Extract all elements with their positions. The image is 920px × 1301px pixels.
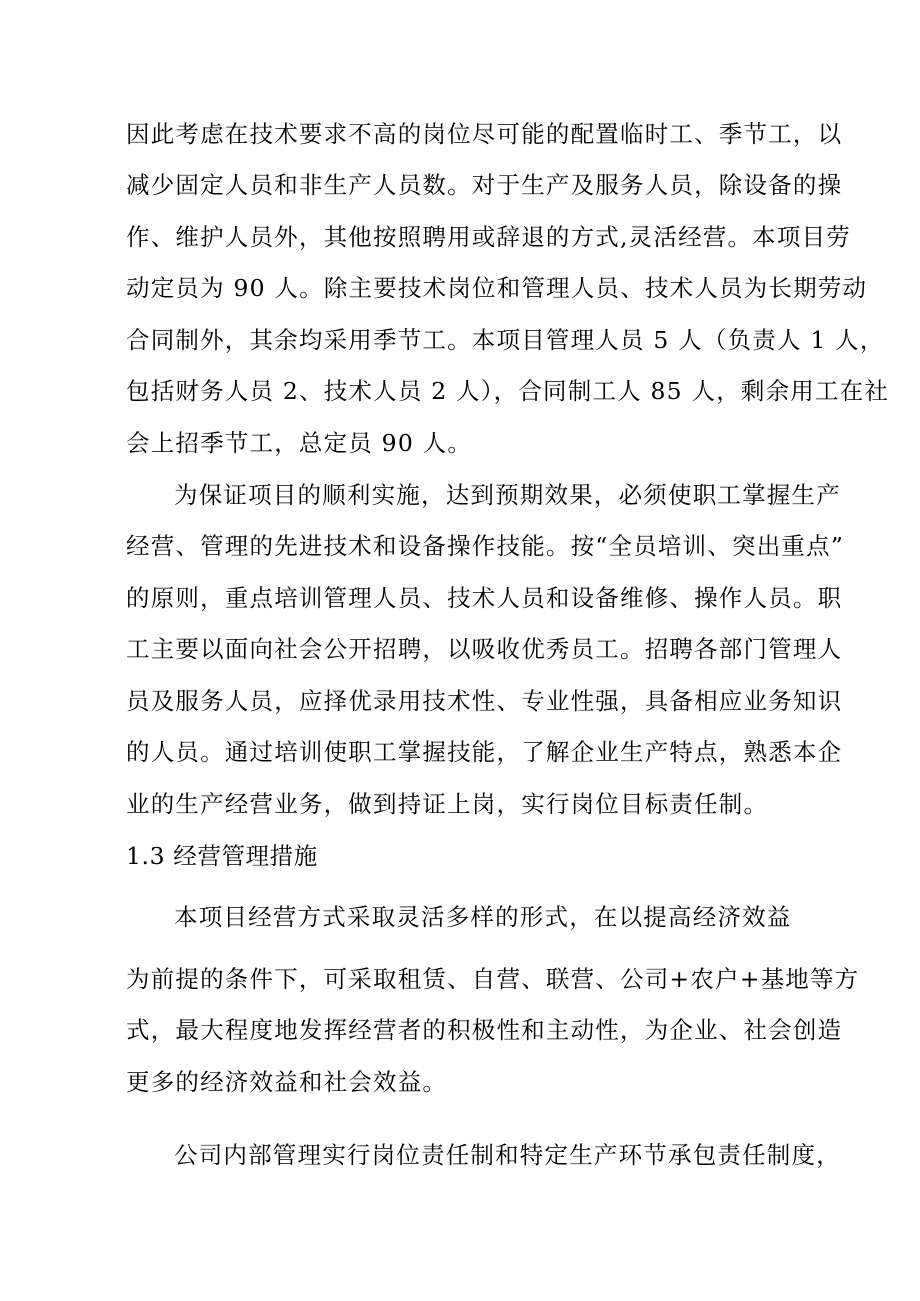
text-line: 的人员。通过培训使职工掌握技能，了解企业生产特点，熟悉本企: [126, 738, 843, 766]
section-heading: 1.3 经营管理措施: [126, 842, 318, 870]
text-line: 式，最大程度地发挥经营者的积极性和主动性，为企业、社会创造: [126, 1016, 843, 1044]
text-line: 减少固定人员和非生产人员数。对于生产及服务人员，除设备的操: [126, 171, 843, 199]
text-line: 动定员为 90 人。除主要技术岗位和管理人员、技术人员为长期劳动: [126, 274, 868, 302]
text-line: 作、维护人员外，其他按照聘用或辞退的方式,灵活经营。本项目劳: [126, 223, 851, 251]
text-line: 员及服务人员，应择优录用技术性、专业性强，具备相应业务知识: [126, 687, 843, 715]
text-line: 合同制外，其余均采用季节工。本项目管理人员 5 人（负责人 1 人，: [126, 326, 885, 354]
text-line: 更多的经济效益和社会效益。: [126, 1068, 448, 1096]
text-line: 工主要以面向社会公开招聘，以吸收优秀员工。招聘各部门管理人: [126, 635, 843, 663]
text-line: 业的生产经营业务，做到持证上岗，实行岗位目标责任制。: [126, 790, 769, 818]
text-line: 公司内部管理实行岗位责任制和特定生产环节承包责任制度，: [174, 1141, 841, 1169]
text-line: 为前提的条件下，可采取租赁、自营、联营、公司+农户+基地等方: [126, 965, 860, 993]
text-line: 会上招季节工，总定员 90 人。: [126, 429, 473, 457]
text-line: 包括财务人员 2、技术人员 2 人），合同制工人 85 人，剩余用工在社: [126, 377, 890, 405]
text-line: 经营、管理的先进技术和设备操作技能。按“全员培训、突出重点”: [126, 532, 845, 560]
text-line: 因此考虑在技术要求不高的岗位尽可能的配置临时工、季节工，以: [126, 120, 843, 148]
text-line: 为保证项目的顺利实施，达到预期效果，必须使职工掌握生产: [174, 481, 841, 509]
text-line: 的原则，重点培训管理人员、技术人员和设备维修、操作人员。职: [126, 584, 843, 612]
text-line: 本项目经营方式采取灵活多样的形式，在以提高经济效益: [174, 903, 792, 931]
